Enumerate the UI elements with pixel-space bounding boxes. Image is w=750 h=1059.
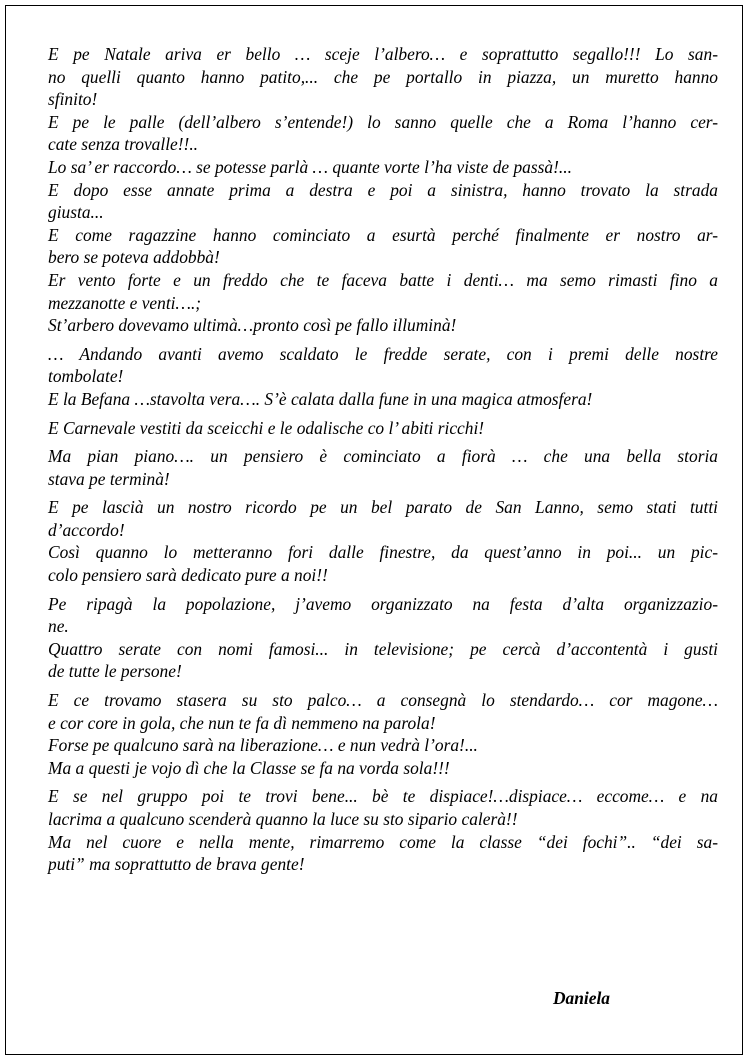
text-line: E pe Natale ariva er bello … sceje l’albero… e soprattutto segallo!!! Lo san- — [48, 44, 718, 64]
paragraph — [48, 689, 718, 779]
text-line: Ma a questi je vojo dì che la Classe se fa na vorda sola!!! — [48, 757, 450, 778]
text-line: E Carnevale vestiti da sceicchi e le odalische co l’ abiti ricchi! — [48, 417, 485, 438]
paragraph — [48, 593, 718, 683]
paragraph — [48, 43, 718, 337]
text-line: Er vento forte e un freddo che te faceva batte i denti… ma semo rimasti fino a — [48, 269, 718, 290]
text-line: E come ragazzine hanno cominciato a esurtà perché finalmente er nostro ar- — [48, 224, 718, 245]
text-line: d’accordo! — [48, 519, 125, 540]
paragraph — [48, 785, 718, 875]
text-line: de tutte le persone! — [48, 661, 182, 682]
text-line: E ce trovamo stasera su sto palco… a consegnà lo stendardo… cor magone… — [48, 690, 718, 711]
text-line: E pe lascià un nostro ricordo pe un bel parato de San Lanno, semo stati tutti — [48, 497, 718, 518]
text-line: e cor core in gola, che nun te fa dì nemmeno na parola! — [48, 712, 436, 733]
text-line: … Andando avanti avemo scaldato le fredde serate, con i premi delle nostre — [48, 343, 718, 364]
text-line: E la Befana …stavolta vera…. S’è calata dalla fune in una magica atmosfera! — [48, 388, 593, 409]
text-line: giusta... — [48, 202, 104, 223]
text-line: St’arbero dovevamo ultimà…pronto così pe fallo illuminà! — [48, 315, 457, 336]
text-line: Così quanno lo metteranno fori dalle finestre, da quest’anno in poi... un pic- — [48, 542, 718, 563]
text-line: no quelli quanto hanno patito,... che pe portallo in piazza, un muretto hanno — [48, 66, 718, 87]
text-line: sfinito! — [48, 89, 98, 110]
text-line: E se nel gruppo poi te trovi bene... bè te dispiace!…dispiace… eccome… e na — [48, 786, 718, 807]
text-line: lacrima a qualcuno scenderà quanno la luce su sto sipario calerà!! — [48, 809, 518, 829]
text-line: E dopo esse annate prima a destra e poi a sinistra, hanno trovato la strada — [48, 179, 718, 200]
poem-body — [48, 43, 718, 882]
text-line: bero se poteva addobbà! — [48, 247, 220, 268]
text-line: stava pe terminà! — [48, 468, 170, 489]
paragraph — [48, 496, 718, 586]
text-line: Forse pe qualcuno sarà na liberazione… e nun vedrà l’ora!... — [48, 735, 478, 756]
text-line: mezzanotte e venti….; — [48, 292, 202, 313]
author-signature: Daniela — [553, 988, 611, 1008]
text-line: Quattro serate con nomi famosi... in televisione; pe cercà d’accontentà i gusti — [48, 638, 718, 659]
text-line: Lo sa’ er raccordo… se potesse parlà … quante vorte l’ha viste de passà!... — [48, 156, 572, 177]
text-line: cate senza trovalle!!.. — [48, 134, 199, 155]
text-line: Ma nel cuore e nella mente, rimarremo come la classe “dei fochi”.. “dei sa- — [48, 831, 718, 852]
text-line: E pe le palle (dell’albero s’entende!) lo sanno quelle che a Roma l’hanno cer- — [48, 111, 718, 132]
text-line: tombolate! — [48, 366, 124, 387]
paragraph — [48, 417, 718, 440]
text-line: Pe ripagà la popolazione, j’avemo organizzato na festa d’alta organizzazio- — [48, 593, 718, 614]
text-line: ne. — [48, 616, 69, 637]
paragraph — [48, 343, 718, 411]
text-line: puti” ma soprattutto de brava gente! — [48, 854, 305, 875]
text-line: colo pensiero sarà dedicato pure a noi!! — [48, 565, 328, 586]
paragraph — [48, 445, 718, 490]
text-line: Ma pian piano…. un pensiero è cominciato a fiorà … che una bella storia — [48, 446, 718, 467]
